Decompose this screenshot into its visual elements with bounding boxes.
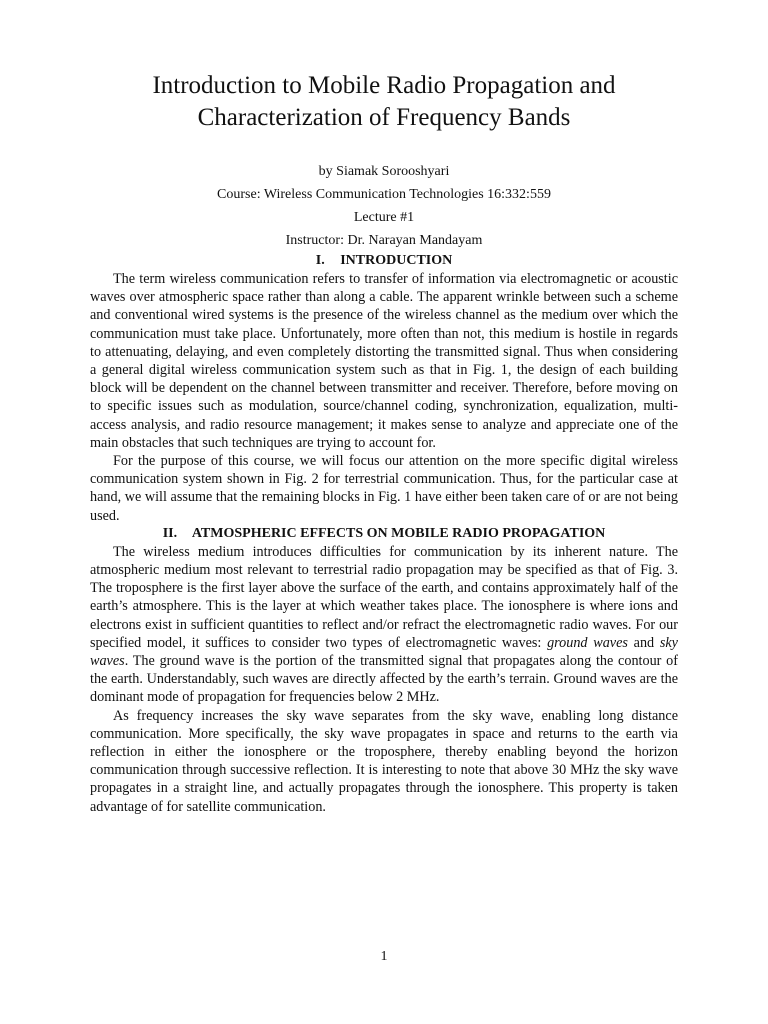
- section-heading-introduction: [90, 252, 678, 270]
- paragraph: [90, 543, 678, 707]
- paragraph: The term wireless communication refers to transfer of information via electromagnetic or acoustic waves over atmospheric space rather than along a cable. The apparent wrinkle between such a scheme and conventional wired systems is the presence of the wireless channel as the medium over which the communication must take place. Unfortunately, more often than not, this medium is hostile in regards to attenuating, delaying, and even completely distorting the transmitted signal. Thus when considering a general digital wireless communication system such as that in Fig. 1, the design of each building block will be dependent on the channel between transmitter and receiver. Therefore, before moving on to specific issues such as modulation, source/channel coding, synchronization, equalization, multi-access analysis, and radio resource management; it makes sense to analyze and appreciate one of the main obstacles that such techniques are trying to account for.: [90, 271, 678, 451]
- section-title: INTRODUCTION: [340, 253, 453, 268]
- lecture-line: Lecture #1: [353, 210, 415, 225]
- paragraph: As frequency increases the sky wave separates from the sky wave, enabling long distance communication. More specifically, the sky wave propagates in space and returns to the earth via reflection in either the ionosphere or the troposphere, thereby enabling beyond the horizon communication through successive reflection. It is interesting to note that above 30 MHz the sky wave propagates in a straight line, and actually propagates through the ionosphere. This property is taken advantage of for satellite communication.: [90, 707, 678, 815]
- paragraph-text: The wireless medium introduces difficulties for communication by its inherent nature. The atmospheric medium most relevant to terrestrial radio propagation may be specified as that of Fig. 3. The troposphere is the first layer above the surface of the earth, and contains approximately half of the earth’s atmosphere. This is the layer at which weather takes place. The ionosphere is where ions and electrons exist in sufficient quantities to reflect and/or refract the electromagnetic radio waves. For our specified model, it suffices to consider two types of electromagnetic waves:: [90, 543, 678, 651]
- author-line: by Siamak Sorooshyari: [318, 164, 450, 179]
- section-number: II.: [162, 525, 178, 541]
- section-number: I.: [315, 253, 325, 268]
- section-heading-atmospheric-effects: [90, 525, 678, 543]
- emphasis-ground-waves: ground waves: [547, 634, 628, 651]
- section-title: ATMOSPHERIC EFFECTS ON MOBILE RADIO PROPAGATION: [191, 525, 606, 541]
- page-number: 1: [380, 949, 388, 964]
- title-line-1: Introduction to Mobile Radio Propagation and: [152, 72, 616, 99]
- title-line-2: Characterization of Frequency Bands: [197, 104, 571, 131]
- paper-title: [90, 70, 678, 134]
- instructor-line: Instructor: Dr. Narayan Mandayam: [285, 233, 483, 248]
- paragraph-text: . The ground wave is the portion of the transmitted signal that propagates along the contour of the earth. Understandably, such waves are directly affected by the earth’s terrain. Ground waves are the dominant mode of propagation for frequencies below 2 MHz.: [90, 653, 678, 706]
- paragraph: For the purpose of this course, we will focus our attention on the more specific digital wireless communication system shown in Fig. 2 for terrestrial communication. Thus, for the particular case at hand, we will assume that the remaining blocks in Fig. 1 have either been taken care of or are not being used.: [90, 453, 678, 524]
- emphasis-sky-waves: sky waves: [90, 634, 678, 670]
- paragraph-text: and: [627, 634, 660, 651]
- course-line: Course: Wireless Communication Technologies 16:332:559: [217, 187, 551, 202]
- paper-page: [90, 70, 678, 816]
